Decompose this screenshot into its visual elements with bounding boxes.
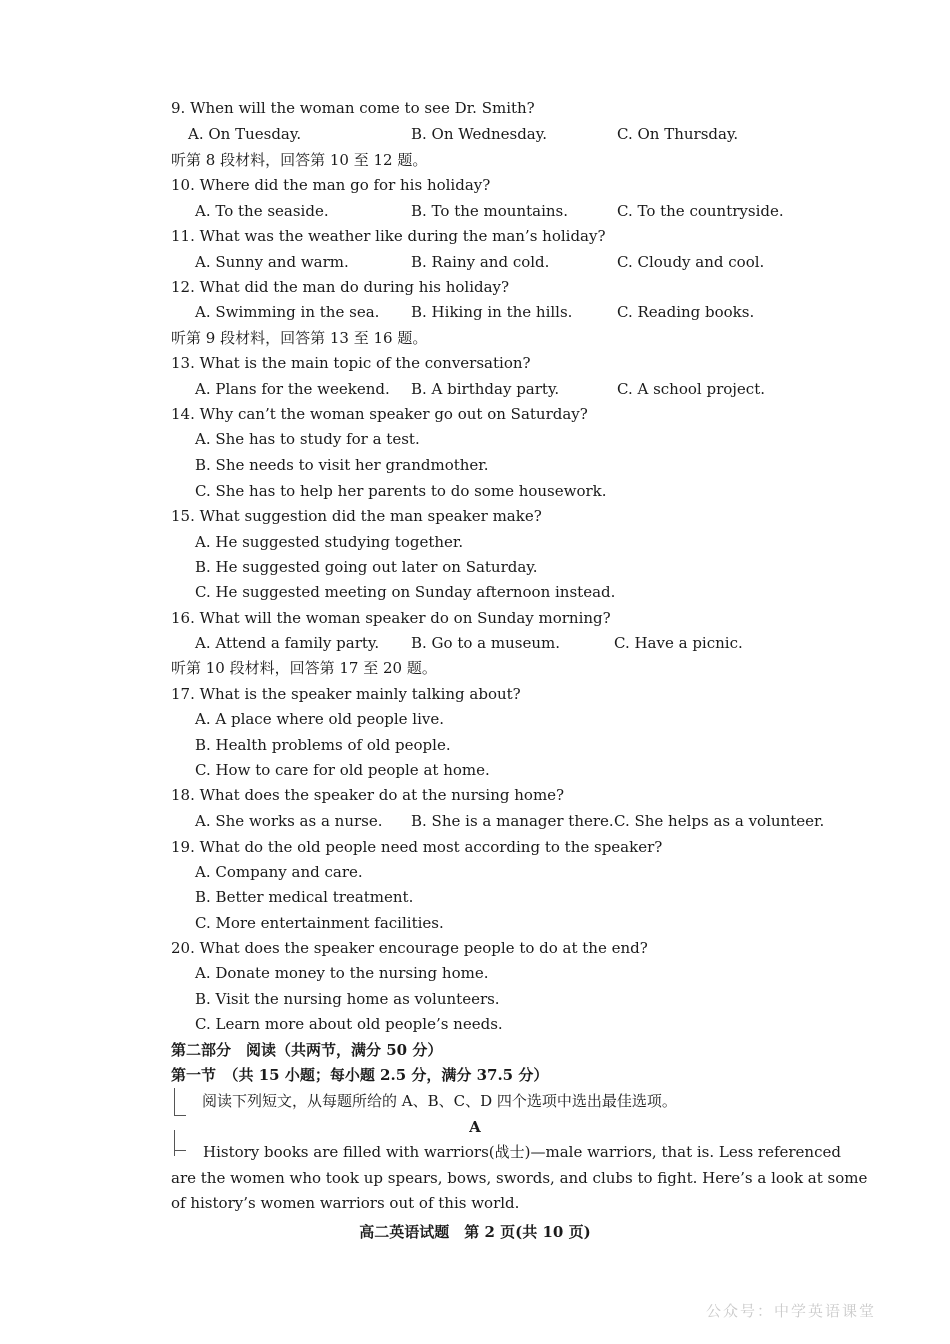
question-12-stem: 12. What did the man do during his holiday? [171,278,510,296]
question-14-option-c: C. She has to help her parents to do some housework. [195,482,607,500]
passage-line-1: History books are filled with warriors(战士)—male warriors, that is. Less referenced [203,1143,841,1161]
question-18-option-b: B. She is a manager there. [411,812,614,830]
section-10-heading: 听第 10 段材料，回答第 17 至 20 题。 [171,659,437,677]
question-20-option-c: C. Learn more about old people’s needs. [195,1015,503,1033]
question-19-option-a: A. Company and care. [195,863,363,881]
question-14-option-a: A. She has to study for a test. [195,430,420,448]
question-19-stem: 19. What do the old people need most according to the speaker? [171,838,663,856]
question-12-option-c: C. Reading books. [617,303,755,321]
question-11-option-c: C. Cloudy and cool. [617,253,765,271]
reading-instruction: 阅读下列短文，从每题所给的 A、B、C、D 四个选项中选出最佳选项。 [202,1092,677,1110]
question-19-option-b: B. Better medical treatment. [195,888,414,906]
question-13-option-b: B. A birthday party. [411,380,560,398]
question-18-option-c: C. She helps as a volunteer. [614,812,825,830]
question-17-option-b: B. Health problems of old people. [195,736,451,754]
question-10-option-c: C. To the countryside. [617,202,784,220]
question-16-option-c: C. Have a picnic. [614,634,743,652]
question-14-option-b: B. She needs to visit her grandmother. [195,456,489,474]
question-10-option-b: B. To the mountains. [411,202,569,220]
question-9-stem: 9. When will the woman come to see Dr. Smith? [171,99,535,117]
question-13-option-a: A. Plans for the weekend. [195,380,390,398]
passage-line-3: of history’s women warriors out of this world. [171,1194,520,1212]
question-10-stem: 10. Where did the man go for his holiday? [171,176,491,194]
question-19-option-c: C. More entertainment facilities. [195,914,444,932]
question-12-option-b: B. Hiking in the hills. [411,303,573,321]
question-16-stem: 16. What will the woman speaker do on Sunday morning? [171,609,611,627]
question-11-option-a: A. Sunny and warm. [195,253,349,271]
question-17-option-c: C. How to care for old people at home. [195,761,490,779]
question-20-stem: 20. What does the speaker encourage people to do at the end? [171,939,648,957]
question-18-stem: 18. What does the speaker do at the nursing home? [171,786,565,804]
scan-margin-tick [174,1115,186,1116]
question-13-stem: 13. What is the main topic of the conversation? [171,354,531,372]
question-9-option-b: B. On Wednesday. [411,125,547,143]
question-9-option-c: C. On Thursday. [617,125,739,143]
section-8-heading: 听第 8 段材料，回答第 10 至 12 题。 [171,151,428,169]
passage-label: A [469,1118,481,1136]
question-15-option-a: A. He suggested studying together. [195,533,464,551]
question-11-option-b: B. Rainy and cold. [411,253,550,271]
question-9-option-a: A. On Tuesday. [188,125,302,143]
question-20-option-b: B. Visit the nursing home as volunteers. [195,990,500,1008]
section-9-heading: 听第 9 段材料，回答第 13 至 16 题。 [171,329,428,347]
question-14-stem: 14. Why can’t the woman speaker go out on Saturday? [171,405,588,423]
question-17-stem: 17. What is the speaker mainly talking about? [171,685,521,703]
question-16-option-b: B. Go to a museum. [411,634,560,652]
question-13-option-c: C. A school project. [617,380,765,398]
page-footer: 高二英语试题 第 2 页(共 10 页) [359,1223,591,1241]
question-15-stem: 15. What suggestion did the man speaker make? [171,507,542,525]
scan-margin-tick-lower [174,1150,186,1151]
part-2-section-1-heading: 第一节 （共 15 小题；每小题 2.5 分，满分 37.5 分） [171,1066,549,1084]
passage-line-2: are the women who took up spears, bows, swords, and clubs to fight. Here’s a look at some [171,1169,868,1187]
question-11-stem: 11. What was the weather like during the man’s holiday? [171,227,606,245]
question-18-option-a: A. She works as a nurse. [195,812,383,830]
question-15-option-b: B. He suggested going out later on Saturday. [195,558,538,576]
question-16-option-a: A. Attend a family party. [195,634,380,652]
part-2-heading: 第二部分 阅读（共两节，满分 50 分） [171,1041,443,1059]
question-15-option-c: C. He suggested meeting on Sunday afternoon instead. [195,583,616,601]
question-17-option-a: A. A place where old people live. [195,710,445,728]
watermark: 公众号：中学英语课堂 [706,1302,877,1320]
question-12-option-a: A. Swimming in the sea. [195,303,380,321]
question-20-option-a: A. Donate money to the nursing home. [195,964,489,982]
scan-margin-mark [174,1088,175,1116]
question-10-option-a: A. To the seaside. [195,202,329,220]
